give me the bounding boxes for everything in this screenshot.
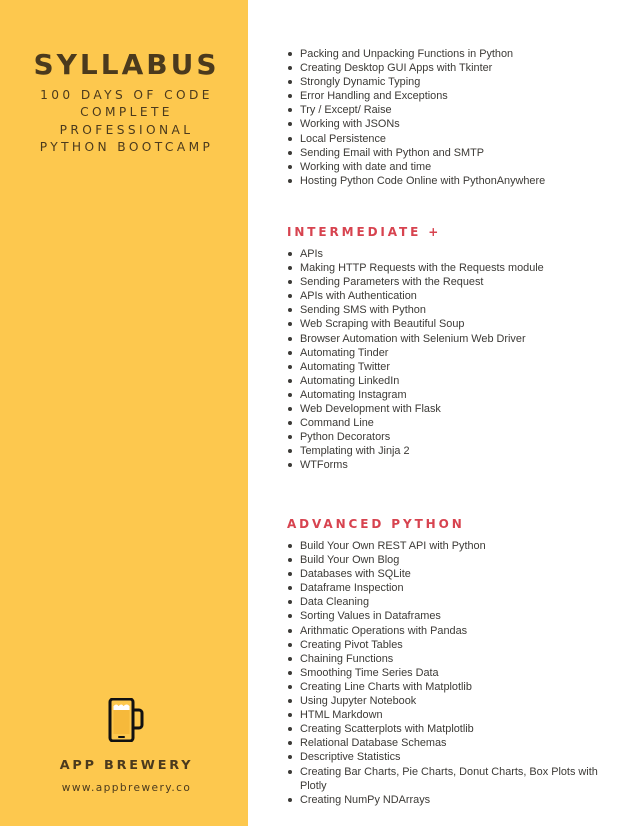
list-item: Chaining Functions — [287, 652, 622, 666]
list-item: Browser Automation with Selenium Web Driver — [287, 332, 622, 346]
subtitle-line: PROFESSIONAL — [59, 122, 194, 137]
list-item: Working with JSONs — [287, 117, 622, 131]
list-item: Smoothing Time Series Data — [287, 666, 622, 680]
list-item: Arithmatic Operations with Pandas — [287, 624, 622, 638]
list-item: Templating with Jinja 2 — [287, 444, 622, 458]
list-item: Packing and Unpacking Functions in Python — [287, 47, 622, 61]
list-item: Databases with SQLite — [287, 567, 622, 581]
topic-list-intro — [287, 47, 622, 188]
list-item: Command Line — [287, 416, 622, 430]
list-item: Dataframe Inspection — [287, 581, 622, 595]
list-item: Relational Database Schemas — [287, 736, 622, 750]
list-item: WTForms — [287, 458, 622, 472]
list-item: Automating LinkedIn — [287, 374, 622, 388]
list-item: Using Jupyter Notebook — [287, 694, 622, 708]
list-item: Sending Email with Python and SMTP — [287, 146, 622, 160]
list-item: Sending SMS with Python — [287, 303, 622, 317]
subtitle-line: 100 DAYS OF CODE — [40, 88, 213, 102]
list-item: APIs — [287, 247, 622, 261]
list-item: Try / Except/ Raise — [287, 103, 622, 117]
list-item: Automating Tinder — [287, 346, 622, 360]
list-item: Creating Desktop GUI Apps with Tkinter — [287, 61, 622, 75]
list-item: Error Handling and Exceptions — [287, 89, 622, 103]
list-item: Python Decorators — [287, 430, 622, 444]
list-item: Automating Instagram — [287, 388, 622, 402]
list-item: Making HTTP Requests with the Requests module — [287, 261, 622, 275]
list-item: Creating Line Charts with Matplotlib — [287, 680, 622, 694]
list-item: Creating NumPy NDArrays — [287, 793, 622, 807]
list-item: Data Cleaning — [287, 595, 622, 609]
list-item: Sending Parameters with the Request — [287, 275, 622, 289]
list-item: Build Your Own REST API with Python — [287, 539, 622, 553]
list-item: Creating Scatterplots with Matplotlib — [287, 722, 622, 736]
list-item: Working with date and time — [287, 160, 622, 174]
list-item: Hosting Python Code Online with PythonAnywhere — [287, 174, 622, 188]
list-item: Creating Bar Charts, Pie Charts, Donut Charts, Box Plots with Plotly — [287, 765, 622, 793]
course-subtitle — [0, 87, 253, 156]
topic-list-intermediate — [287, 247, 622, 473]
list-item: APIs with Authentication — [287, 289, 622, 303]
list-item: Build Your Own Blog — [287, 553, 622, 567]
phone-beer-icon — [107, 698, 147, 742]
list-item: Creating Pivot Tables — [287, 638, 622, 652]
page-title: SYLLABUS — [33, 48, 220, 81]
list-item: Strongly Dynamic Typing — [287, 75, 622, 89]
topic-list-advanced — [287, 539, 622, 807]
list-item: HTML Markdown — [287, 708, 622, 722]
brand-url[interactable]: www.appbrewery.co — [61, 782, 192, 794]
list-item: Web Scraping with Beautiful Soup — [287, 317, 622, 331]
list-item: Sorting Values in Dataframes — [287, 609, 622, 623]
sidebar — [0, 0, 248, 826]
brand-name: APP BREWERY — [59, 758, 194, 773]
list-item: Local Persistence — [287, 132, 622, 146]
list-item: Web Development with Flask — [287, 402, 622, 416]
list-item: Automating Twitter — [287, 360, 622, 374]
section-heading-advanced: ADVANCED PYTHON — [287, 517, 465, 531]
subtitle-line: COMPLETE — [80, 105, 173, 120]
subtitle-line: PYTHON BOOTCAMP — [39, 139, 214, 154]
section-heading-intermediate: INTERMEDIATE + — [287, 225, 442, 239]
list-item: Descriptive Statistics — [287, 750, 622, 764]
